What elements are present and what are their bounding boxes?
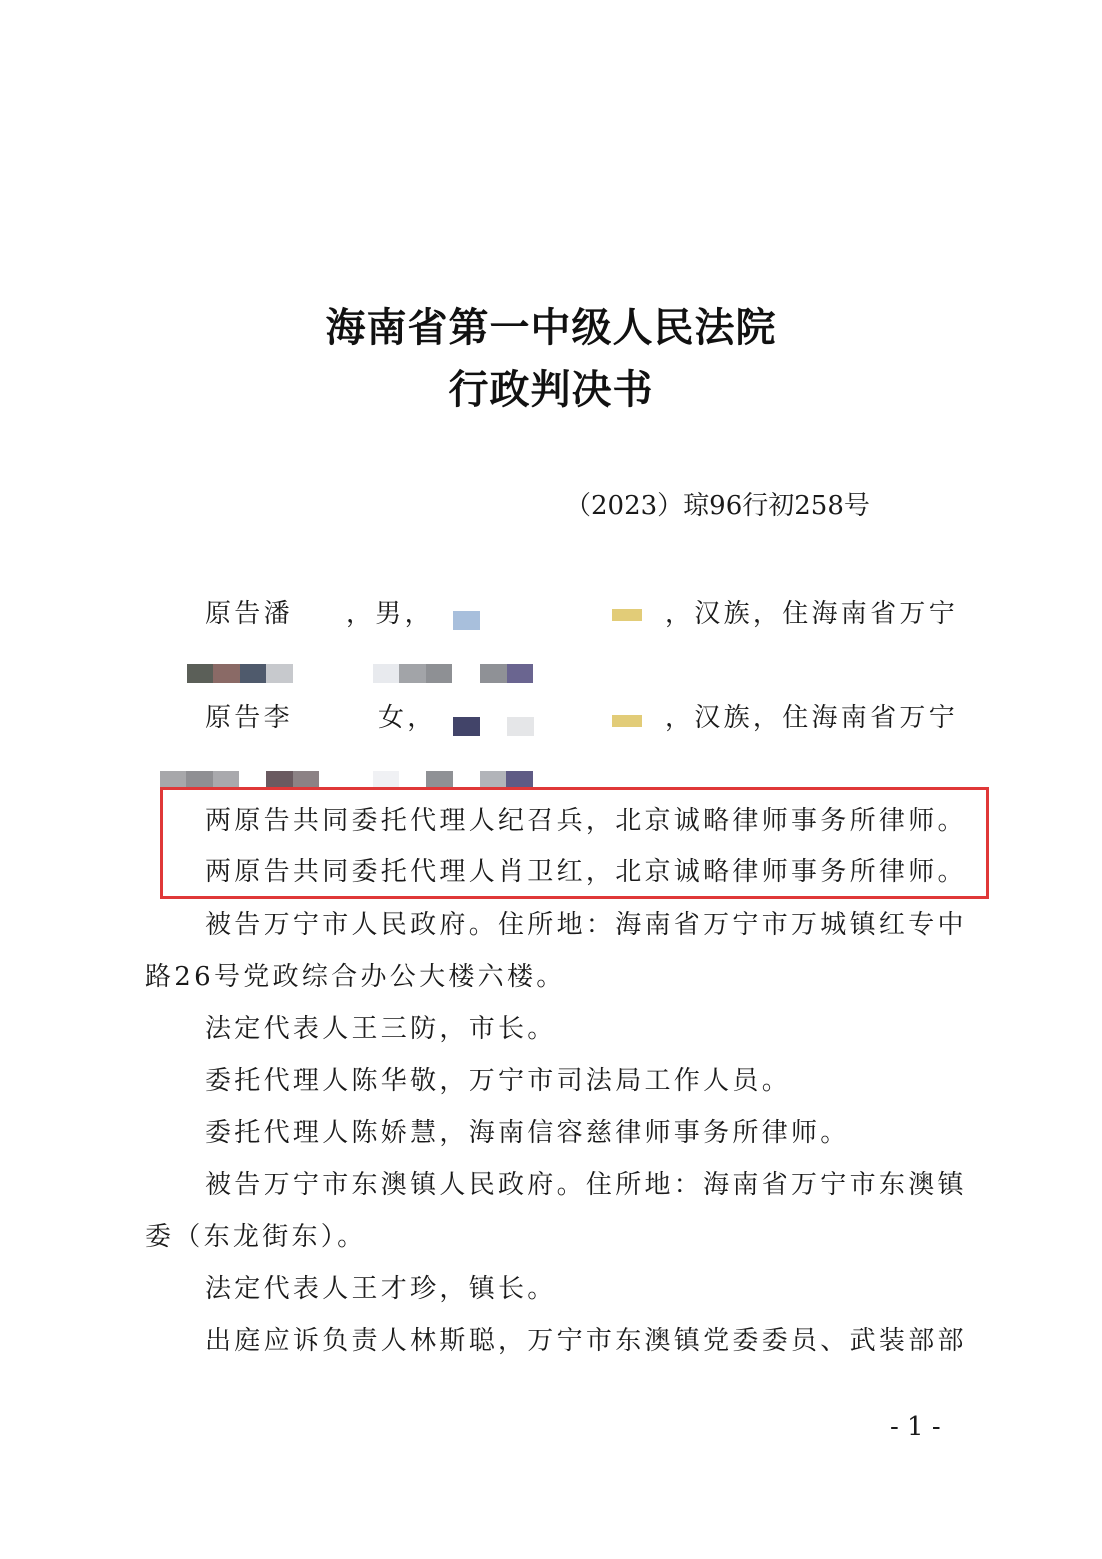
- legal-rep-2-text: 法定代表人王才珍，镇长。: [205, 1274, 557, 1304]
- responsible-person: [0, 1321, 1102, 1361]
- redaction-pixel: [507, 717, 534, 736]
- defendant-2-line-1-text: 被告万宁市东澳镇人民政府。住所地：海南省万宁市东澳镇: [205, 1170, 967, 1200]
- redaction-pixel: [373, 664, 399, 683]
- defendant-1-line-1: [0, 905, 1102, 945]
- page-number: - 1 -: [890, 1412, 941, 1442]
- redaction-pixel: [399, 664, 426, 683]
- court-name: 海南省第一中级人民法院: [325, 304, 777, 351]
- legal-rep-1: [0, 1009, 1102, 1049]
- plaintiff-agent-2-text: 两原告共同委托代理人肖卫红，北京诚略律师事务所律师。: [205, 857, 967, 887]
- defendant-1-line-2-text: 路26号党政综合办公大楼六楼。: [145, 962, 566, 992]
- redaction-pixel: [480, 664, 507, 683]
- plaintiff-agent-1-text: 两原告共同委托代理人纪召兵，北京诚略律师事务所律师。: [205, 806, 967, 836]
- redaction-pixel: [507, 664, 533, 683]
- redaction-pixel: [213, 664, 240, 683]
- redaction-pixel: [612, 609, 642, 621]
- plaintiff-agent-2: [0, 852, 1102, 892]
- plaintiff-1-ethnicity-address: ，汉族，住海南省万宁: [665, 599, 959, 629]
- legal-rep-1-text: 法定代表人王三防，市长。: [205, 1014, 557, 1044]
- defendant-2-line-1: [0, 1165, 1102, 1205]
- plaintiff-2-line: [0, 698, 1102, 738]
- defendant-1-line-2: [0, 957, 1102, 997]
- responsible-person-text: 出庭应诉负责人林斯聪，万宁市东澳镇党委委员、武装部部: [205, 1326, 967, 1356]
- plaintiff-2-prefix: 原告李: [205, 703, 293, 733]
- redaction-pixel: [426, 664, 452, 683]
- defendant-agent-2-text: 委托代理人陈娇慧，海南信容慈律师事务所律师。: [205, 1118, 850, 1148]
- plaintiff-2-ethnicity-address: ，汉族，住海南省万宁: [665, 703, 959, 733]
- defendant-agent-1-text: 委托代理人陈华敬，万宁市司法局工作人员。: [205, 1066, 792, 1096]
- defendant-agent-1: [0, 1061, 1102, 1101]
- defendant-1-line-1-text: 被告万宁市人民政府。住所地：海南省万宁市万城镇红专中: [205, 910, 967, 940]
- redaction-pixel: [453, 717, 480, 736]
- redaction-pixel: [453, 611, 480, 630]
- plaintiff-2-gender: 女，: [378, 703, 437, 733]
- case-number: （2023）琼96行初258号: [565, 491, 870, 521]
- defendant-2-line-2: [0, 1217, 1102, 1257]
- redaction-pixel: [187, 664, 213, 683]
- redaction-pixel: [266, 664, 293, 683]
- plaintiff-1-gender: ，男，: [346, 599, 434, 629]
- defendant-2-line-2-text: 委（东龙街东）。: [145, 1222, 367, 1252]
- plaintiff-1-line: [0, 594, 1102, 634]
- redaction-pixel: [612, 715, 642, 727]
- defendant-agent-2: [0, 1113, 1102, 1153]
- plaintiff-1-prefix: 原告潘: [205, 599, 293, 629]
- redaction-pixel: [240, 664, 266, 683]
- plaintiff-agent-1: [0, 801, 1102, 841]
- legal-rep-2: [0, 1269, 1102, 1309]
- document-type: 行政判决书: [448, 366, 654, 413]
